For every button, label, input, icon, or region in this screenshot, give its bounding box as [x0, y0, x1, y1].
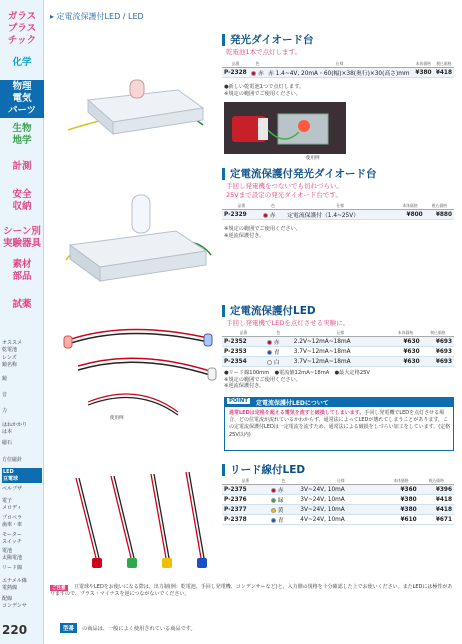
note-line: ※逆流保護付き。 [224, 383, 265, 390]
subcategory-item-3[interactable]: 音 [2, 392, 8, 398]
tax-price-cell: ¥396 [419, 485, 454, 495]
tax-price-cell: ¥693 [422, 337, 454, 347]
category-tab-7[interactable]: 素材 部品 [12, 259, 32, 282]
color-cell [265, 347, 292, 357]
section-title-led-base: 発光ダイオード台 [222, 34, 313, 46]
product-code: P-2375 [222, 485, 269, 495]
color-cell [249, 68, 266, 78]
color-name: 赤 [273, 340, 280, 346]
note-line: ●新しい乾電池1つで点灯します。 [224, 84, 305, 90]
product-code: P-2376 [222, 495, 269, 505]
color-name: 黄 [277, 508, 284, 514]
warning-text [50, 584, 456, 598]
spec-table-led-base [222, 61, 454, 78]
breadcrumb: ▸ 定電流保護付LED / LED [50, 12, 144, 21]
page-number: 220 [2, 623, 28, 637]
note-line: ※規定の範囲でご使用ください。 [224, 90, 301, 97]
tax-price-value: 693 [439, 358, 452, 365]
column-header: 色 [269, 478, 298, 485]
column-header: 本体価格 [389, 330, 421, 337]
color-dot-icon [271, 498, 276, 503]
spec-cell: 3V~24V, 10mA [298, 505, 383, 515]
subcategory-item-0[interactable]: オススメ 乾電池 [2, 340, 22, 353]
price-cell: ¥630 [389, 347, 421, 357]
color-cell [265, 337, 292, 347]
warning-label: ご注意 [52, 586, 66, 591]
subcategory-item-12[interactable]: モーター スイッチ [2, 532, 22, 545]
note-line: ●リード線100mm ●電流値12mA~18mA ●最大定格25V [224, 370, 370, 376]
table-row [222, 210, 454, 220]
category-tab-3[interactable]: 生物 地学 [12, 123, 32, 146]
color-name: 緑 [277, 498, 284, 504]
spec-cell: 3.7V~12mA~18mA [292, 347, 390, 357]
tax-price-value: 693 [439, 348, 452, 355]
protected-led-base-product-image [56, 185, 216, 285]
price-value: 380 [404, 496, 417, 503]
footer-text [50, 625, 196, 632]
section-title-lead-wire-led: リード線付LED [222, 464, 305, 476]
color-dot-icon [251, 71, 256, 76]
column-header: 色 [249, 61, 266, 68]
column-header: 品番 [222, 330, 265, 337]
color-dot-icon [267, 360, 272, 365]
section-desc-protected-led-base: 手回し発電機をつないでも切れづらい。 25Vまで設定の発光ダイオード台です。 [226, 182, 343, 199]
column-header: 仕様 [285, 203, 395, 210]
column-header: 品番 [222, 203, 261, 210]
note-line: ※逆流保護付き。 [224, 232, 265, 239]
subcategory-item-2[interactable]: 鏡 [2, 376, 8, 382]
point-text-body: 手回し発電機でLEDを点灯させる場合、どの位電流が流れているかわからず、通常法によってLEDが壊れてしまうことがあります。この定電流保護付LEDは一定電流を流すため、通常法による破損をしづらい加工をしています。(定格25V以内) [229, 410, 451, 438]
tax-price-cell: ¥671 [419, 515, 454, 525]
spec-cell: 赤 1.4~4V, 20mA・60(幅)×38(奥行)×30(高さ)mm [266, 68, 413, 78]
point-label: POINT [229, 398, 249, 404]
led-base-product-image [58, 50, 208, 142]
note-line: ※規定の範囲でご使用ください。 [224, 376, 301, 383]
subcategory-item-4[interactable]: 力 [2, 408, 8, 414]
category-tab-0[interactable]: ガラス プラス チック [7, 11, 37, 46]
subcategory-item-7[interactable]: 方位磁針 [2, 457, 23, 463]
subcategory-item-5[interactable]: はねかかり は本 [2, 422, 28, 435]
product-code: P-2378 [222, 515, 269, 525]
usage-example-photo [224, 102, 346, 154]
price-value: 630 [407, 348, 420, 355]
table-row [222, 68, 454, 78]
price-value: 800 [410, 211, 423, 218]
subcategory-item-15[interactable]: エナメル線 電熱線 [2, 578, 27, 591]
color-cell [269, 495, 298, 505]
product-code: P-2377 [222, 505, 269, 515]
caption-usage-example: 使用例 [306, 156, 320, 161]
color-dot-icon [263, 213, 268, 218]
color-dot-icon [271, 488, 276, 493]
color-cell [269, 515, 298, 525]
color-name: 白 [273, 360, 280, 366]
spec-cell: 定電流保護付（1.4~25V） [285, 210, 395, 220]
color-dot-icon [271, 508, 276, 513]
price-value: 630 [407, 358, 420, 365]
tax-price-cell: ¥418 [419, 495, 454, 505]
category-tab-4[interactable]: 計測 [12, 161, 32, 172]
subcategory-item-8[interactable]: LED 豆電球 [2, 468, 42, 483]
footer-body: の商品は、一般によく使用されている商品です。 [82, 626, 196, 632]
product-code: P-2352 [222, 337, 265, 347]
column-header: 税込価格 [434, 61, 454, 68]
warning-body: 豆電球やLEDをお使いになる際は、出力制(例：乾電池、手回し発電機、コンデンサーなど)と、入力側の規格を十分確認した上でお使いください。またLEDには極性がありますので、プラス・マイナスを逆につながないでください。 [50, 584, 453, 597]
color-name: 赤 [277, 488, 284, 494]
column-header: 本体価格 [413, 61, 433, 68]
footer-label: 型番 [60, 623, 77, 633]
price-cell: ¥630 [389, 337, 421, 347]
column-header: 税込価格 [422, 330, 454, 337]
spec-cell: 2.2V~12mA~18mA [292, 337, 390, 347]
color-cell [269, 485, 298, 495]
table-row [222, 515, 454, 525]
color-dot-icon [267, 340, 272, 345]
column-header: 仕様 [298, 478, 383, 485]
price-cell: ¥380 [383, 495, 418, 505]
column-header: 品番 [222, 478, 269, 485]
column-header: 税込価格 [425, 203, 454, 210]
price-cell: ¥360 [383, 485, 418, 495]
tax-price-value: 418 [439, 506, 452, 513]
price-value: 380 [419, 69, 432, 76]
subcategory-item-13[interactable]: 電池 太陽電池 [2, 548, 23, 561]
section-title-protected-led: 定電流保護付LED [222, 305, 316, 317]
tax-price-cell: ¥418 [434, 68, 454, 78]
color-name: 赤 [269, 213, 276, 219]
point-text [229, 410, 451, 439]
category-tab-2[interactable]: 物理 電気 パーツ [0, 80, 44, 118]
subcategory-item-14[interactable]: リード線 [2, 565, 23, 571]
tax-price-value: 671 [439, 516, 452, 523]
point-title: 定電流保護付LEDについて [256, 400, 329, 407]
subcategory-item-6[interactable]: 磁石 [2, 440, 13, 446]
caption-led-usage: 使用例 [110, 416, 124, 421]
color-name: 青 [277, 518, 284, 524]
tax-price-cell: ¥693 [422, 347, 454, 357]
category-tab-1[interactable]: 化学 [12, 57, 32, 68]
color-cell [269, 505, 298, 515]
color-cell [261, 210, 285, 220]
subcategory-item-9[interactable]: ベルブザ [2, 486, 23, 492]
tax-price-value: 693 [439, 338, 452, 345]
tax-price-cell: ¥880 [425, 210, 454, 220]
tax-price-value: 396 [439, 486, 452, 493]
color-name: 赤 [257, 71, 264, 77]
column-header: 本体価格 [395, 203, 424, 210]
table-row [222, 495, 454, 505]
section-desc-protected-led: 手回し発電機でLEDを点灯させる実験に。 [226, 319, 350, 327]
column-header: 本体価格 [383, 478, 418, 485]
subcategory-item-11[interactable]: プロペラ 歯車・車 [2, 515, 23, 528]
table-row [222, 505, 454, 515]
protected-led-product-image [58, 302, 218, 422]
product-code: P-2354 [222, 357, 265, 367]
notes-protected-led [224, 370, 370, 390]
lead-wire-led-product-image [56, 458, 216, 580]
color-name: 青 [273, 350, 280, 356]
spec-cell: 4V~24V, 10mA [298, 515, 383, 525]
section-title-protected-led-base: 定電流保護付発光ダイオード台 [222, 168, 376, 180]
price-cell: ¥380 [383, 505, 418, 515]
price-cell: ¥800 [395, 210, 424, 220]
tax-price-value: 418 [439, 496, 452, 503]
subcategory-item-10[interactable]: 電子 メロディ [2, 498, 22, 511]
table-row [222, 337, 454, 347]
product-code: P-2328 [222, 68, 249, 78]
spec-table-lead-wire-led [222, 478, 454, 525]
notes-led-base [224, 84, 304, 97]
subcategory-item-1[interactable]: レンズ 鏡名称 [2, 355, 18, 368]
tax-price-cell: ¥418 [419, 505, 454, 515]
category-tab-6[interactable]: シーン別 実験器具 [2, 226, 41, 249]
point-text-bold: 通常LEDは定格を超える電気を流すと破損してしまいます。 [229, 410, 365, 416]
spec-table-protected-led-base [222, 203, 454, 220]
spec-cell: 3V~24V, 10mA [298, 495, 383, 505]
price-value: 610 [404, 516, 417, 523]
section-desc-led-base: 乾電池1本で点灯します。 [226, 48, 302, 56]
table-row [222, 347, 454, 357]
color-dot-icon [271, 518, 276, 523]
product-code: P-2353 [222, 347, 265, 357]
tax-price-cell: ¥693 [422, 357, 454, 367]
note-line: ※規定の範囲でご使用ください。 [224, 226, 301, 232]
category-tab-8[interactable]: 試薬 [12, 299, 32, 310]
price-cell: ¥380 [413, 68, 433, 78]
category-tab-5[interactable]: 安全 収納 [12, 189, 32, 212]
notes-protected-led-base [224, 226, 301, 239]
table-row [222, 357, 454, 367]
column-header: 税込価格 [419, 478, 454, 485]
subcategory-item-16[interactable]: 配線 コンデンサ [2, 596, 27, 609]
color-dot-icon [267, 350, 272, 355]
price-value: 380 [404, 506, 417, 513]
spec-table-protected-led [222, 330, 454, 367]
column-header: 色 [261, 203, 285, 210]
column-header: 品番 [222, 61, 249, 68]
column-header: 仕様 [266, 61, 413, 68]
tax-price-value: 880 [439, 211, 452, 218]
color-cell [265, 357, 292, 367]
spec-cell: 3V~24V, 10mA [298, 485, 383, 495]
price-cell: ¥610 [383, 515, 418, 525]
column-header: 仕様 [292, 330, 390, 337]
price-value: 360 [404, 486, 417, 493]
column-header: 色 [265, 330, 292, 337]
product-code: P-2329 [222, 210, 261, 220]
tax-price-value: 418 [439, 69, 452, 76]
price-value: 630 [407, 338, 420, 345]
price-cell: ¥630 [389, 357, 421, 367]
table-row [222, 485, 454, 495]
spec-cell: 3.7V~12mA~18mA [292, 357, 390, 367]
